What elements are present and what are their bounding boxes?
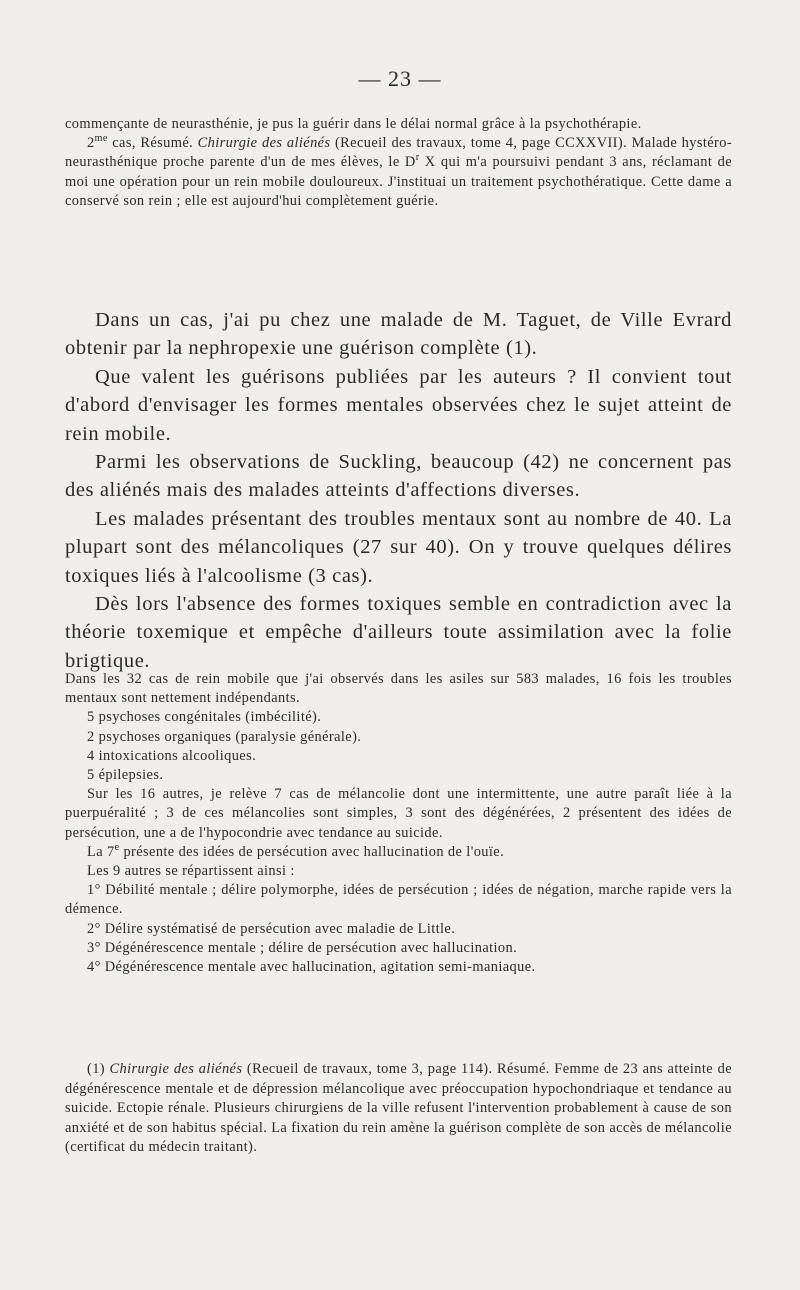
text-span: cas, Résumé. bbox=[107, 135, 198, 152]
list-item: 5 épilepsies. bbox=[87, 767, 164, 784]
text-span: La 7 bbox=[87, 843, 115, 860]
observations-block bbox=[65, 670, 732, 977]
observations-paragraph: Les 9 autres se répartissent ainsi : bbox=[87, 863, 295, 880]
list-item: 4° Dégénérescence mentale avec hallucination, agitation semi-maniaque. bbox=[87, 959, 536, 976]
list-item: 2° Délire systématisé de persécution avec maladie de Little. bbox=[87, 920, 456, 937]
main-paragraph-5: Dès lors l'absence des formes toxiques semble en contradiction avec la théorie toxemique et empêche d'ailleurs toute assimilation avec la folie brigtique. bbox=[65, 593, 732, 672]
list-item: 1° Débilité mentale ; délire polymorphe, idées de persécution ; idées de négation, marche rapide vers la démence. bbox=[65, 882, 732, 918]
list-item: 5 psychoses congénitales (imbécilité). bbox=[87, 709, 322, 726]
observations-paragraph: Sur les 16 autres, je relève 7 cas de mélancolie dont une intermittente, une autre paraît liée à la puerpuéralité ; 3 de ces mélancolies sont simples, 3 sont des dégénérées, 2 présentent des idées de persécution, une a de l'hypocondrie avec tendance au suicide. bbox=[65, 786, 732, 841]
citation-title: Chirurgie des aliénés bbox=[197, 135, 331, 152]
case-number-suffix: me bbox=[94, 133, 108, 145]
list-item: 3° Dégénérescence mentale ; délire de persécution avec hallucination. bbox=[87, 939, 518, 956]
top-note-paragraph-2 bbox=[65, 134, 732, 211]
case-number: 2 bbox=[87, 135, 95, 152]
ordinal-suffix: e bbox=[114, 842, 120, 854]
top-note bbox=[65, 115, 732, 211]
list-item: 2 psychoses organiques (paralysie générale). bbox=[87, 728, 362, 745]
doctor-suffix: r bbox=[415, 152, 420, 164]
main-text bbox=[65, 306, 732, 675]
main-paragraph-4: Les malades présentant des troubles mentaux sont au nombre de 40. La plupart sont des mélancoliques (27 sur 40). On y trouve quelques délires toxiques liés à l'alcoolisme (3 cas). bbox=[65, 507, 732, 587]
main-paragraph-2: Que valent les guérisons publiées par les auteurs ? Il convient tout d'abord d'envisager les formes mentales observées chez le sujet atteint de rein mobile. bbox=[65, 365, 732, 445]
top-note-paragraph-1: commençante de neurasthénie, je pus la guérir dans le délai normal grâce à la psychothérapie. bbox=[65, 116, 642, 132]
text-span: (Recueil de travaux, tome 3, page 114). Résumé. Femme de 23 ans atteinte de dégénérescence mentale et de dépression mélancolique avec préoccupation hypochondriaque et tendance au suicide. Ectopie rénale. Plusieurs chirurgiens de la ville refusent l'intervention probablement à cause de son anxiété et de son habitus spécial. La fixation du rein amène la guérison complète de son accès de mélancolie (certificat du médecin traitant). bbox=[65, 1061, 732, 1155]
text-span: présente des idées de persécution avec hallucination de l'ouïe. bbox=[119, 843, 505, 860]
footnote bbox=[65, 1060, 732, 1158]
text-span: (Recueil des travaux, tome 4, page CCXXVII). Malade hystéro-neurasthénique proche parente d'un de mes élèves, le D bbox=[65, 135, 733, 171]
observations-intro: Dans les 32 cas de rein mobile que j'ai observés dans les asiles sur 583 malades, 16 fois les troubles mentaux sont nettement indépendants. bbox=[65, 671, 732, 707]
text-span: X qui m'a poursuivi pendant 3 ans, réclamant de moi une opération pour un rein mobile douloureux. J'instituai un traitement psychothératique. Cette dame a conservé son rein ; elle est aujourd'hui complètement guérie. bbox=[65, 154, 732, 209]
footnote-citation-title: Chirurgie des aliénés bbox=[109, 1061, 243, 1077]
observations-paragraph bbox=[65, 843, 732, 862]
main-paragraph-1: Dans un cas, j'ai pu chez une malade de M. Taguet, de Ville Evrard obtenir par la nephropexie une guérison complète (1). bbox=[65, 309, 732, 360]
main-paragraph-3: Parmi les observations de Suckling, beaucoup (42) ne concernent pas des aliénés mais des malades atteints d'affections diverses. bbox=[65, 451, 732, 502]
page-number: — 23 — bbox=[358, 66, 442, 91]
footnote-paragraph bbox=[65, 1060, 732, 1158]
footnote-marker: (1) bbox=[87, 1061, 110, 1077]
list-item: 4 intoxications alcooliques. bbox=[87, 747, 257, 764]
